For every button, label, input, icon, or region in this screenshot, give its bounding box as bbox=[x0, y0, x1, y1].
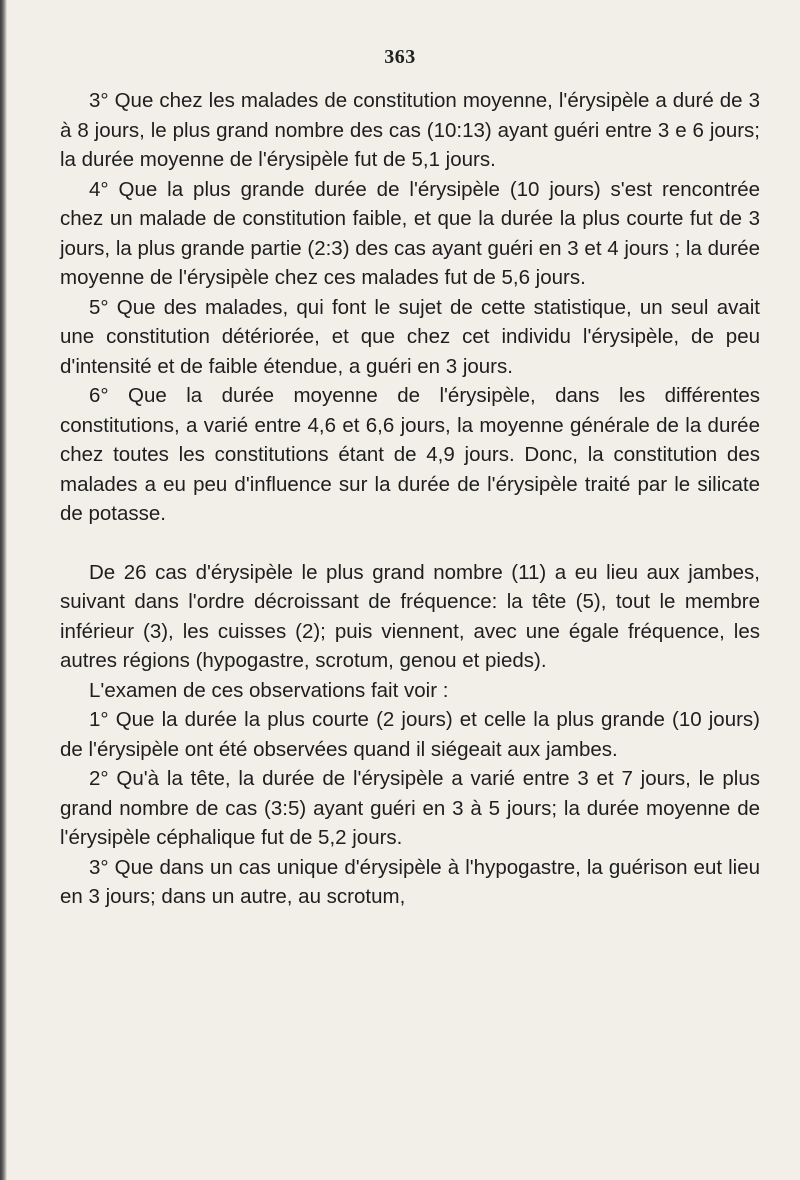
page-binding-edge bbox=[0, 0, 7, 1180]
paragraph: 1° Que la durée la plus courte (2 jours) et celle la plus grande (10 jours) de l'érysipèle ont été observées quand il siégeait aux jambes. bbox=[60, 708, 760, 761]
paragraph: 2° Qu'à la tête, la durée de l'érysipèle a varié entre 3 et 7 jours, le plus grand nombre de cas (3:5) ayant guéri en 3 à 5 jours; la durée moyenne de l'érysipèle céphalique fut de 5,2 jours. bbox=[60, 767, 760, 849]
paragraph: 4° Que la plus grande durée de l'érysipèle (10 jours) s'est rencontrée chez un malade de constitution faible, et que la durée la plus courte fut de 3 jours, la plus grande partie (2:3) des cas ayant guéri en 3 et 4 jours ; la durée moyenne de l'érysipèle chez ces malades fut de 5,6 jours. bbox=[60, 177, 760, 289]
paragraph: 6° Que la durée moyenne de l'érysipèle, dans les différentes constitutions, a varié entre 4,6 et 6,6 jours, la moyenne générale de la durée chez toutes les constitutions étant de 4,9 jours. Donc, la constitution des malades a eu peu d'influence sur la durée de l'érysipèle traité par le silicate de potasse. bbox=[60, 384, 760, 525]
body-text bbox=[60, 86, 760, 912]
paragraph: 5° Que des malades, qui font le sujet de cette statistique, un seul avait une constitution détériorée, et que chez cet individu l'érysipèle, de peu d'intensité et de faible étendue, a guéri en 3 jours. bbox=[60, 295, 760, 378]
page-number: 363 bbox=[384, 46, 416, 68]
paragraph: De 26 cas d'érysipèle le plus grand nombre (11) a eu lieu aux jambes, suivant dans l'ordre décroissant de fréquence: la tête (5), tout le membre inférieur (3), les cuisses (2); puis viennent, avec une égale fréquence, les autres régions (hypogastre, scrotum, genou et pieds). bbox=[60, 560, 760, 672]
paragraph: 3° Que dans un cas unique d'érysipèle à l'hypogastre, la guérison eut lieu en 3 jours; dans un autre, au scrotum, bbox=[60, 855, 760, 908]
paragraph: L'examen de ces observations fait voir : bbox=[89, 678, 449, 702]
paragraph: 3° Que chez les malades de constitution moyenne, l'érysipèle a duré de 3 à 8 jours, le plus grand nombre des cas (10:13) ayant guéri entre 3 e 6 jours; la durée moyenne de l'érysipèle fut de 5,1 jours. bbox=[60, 89, 760, 171]
